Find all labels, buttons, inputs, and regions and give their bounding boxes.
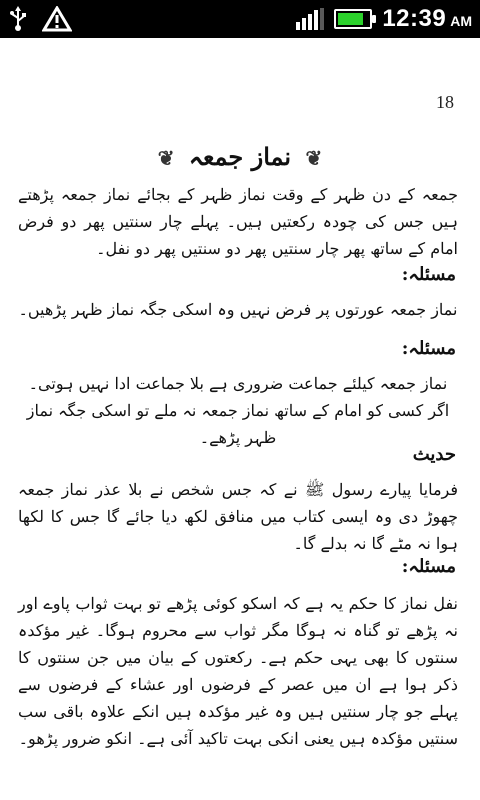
- paragraph-1: جمعہ کے دن ظہر کے وقت نماز ظہر کے بجائے نماز جمعہ پڑھتے ہیں جس کی چودہ رکعتیں ہیں۔ پہلے چار سنتیں پھر دو فرض امام کے ساتھ پھر چار سنتیں پھر دو سنتیں پھر دو نفل۔: [18, 185, 458, 258]
- heading-masala-2: مسئلہ:: [401, 338, 456, 359]
- paragraph-5: نفل نماز کا حکم یہ ہے کہ اسکو کوئی پڑھے تو بہت ثواب پاوے اور نہ پڑھے تو گناہ نہ ہوگا مگر ثواب سے محروم ہوگا۔ غیر مؤکدہ سنتوں کا بھی یہی حکم ہے۔ رکعتوں کے بیان میں جن سنتوں کا ذکر ہوا ہے ان میں عصر کے فرضوں اور عشاء کے فرضوں سے پہلے جو چار سنتیں ہیں وہ غیر مؤکدہ ہیں انکے علاوہ باقی سب سنتیں مؤکدہ ہیں یعنی انکی بہت تاکید آئی ہے۔ انکو ضرور پڑھو۔: [18, 594, 458, 748]
- paragraph-3: نماز جمعہ کیلئے جماعت ضروری ہے بلا جماعت ادا نہیں ہوتی۔ اگر کسی کو امام کے ساتھ نماز جمعہ نہ ملے تو اسکی جگہ نماز ظہر پڑھے۔: [26, 374, 450, 447]
- page-number: 18: [436, 92, 454, 112]
- warning-icon: [42, 6, 72, 36]
- heading-masala-1: مسئلہ:: [401, 264, 456, 285]
- paragraph-2: نماز جمعہ عورتوں پر فرض نہیں وہ اسکی جگہ نماز ظہر پڑھیں۔: [18, 300, 458, 319]
- ornament-icon: ❦: [157, 146, 175, 170]
- status-bar: [0, 0, 480, 38]
- paragraph-4: فرمایا پیارے رسول ﷺ نے کہ جس شخص نے بلا عذر نماز جمعہ چھوڑ دی وہ ایسی کتاب میں منافق لکھ دیا جائے گا جس کا لکھا ہوا نہ مٹے گا نہ بدلے گا۔: [18, 480, 458, 553]
- signal-icon: [296, 8, 324, 30]
- heading-hadith: حدیث: [412, 444, 456, 465]
- usb-icon: [8, 6, 28, 36]
- document-page[interactable]: [0, 38, 480, 800]
- clock-ampm: AM: [450, 13, 472, 29]
- ornament-icon: ❦: [305, 146, 323, 170]
- clock-time: 12:39: [382, 5, 447, 32]
- battery-icon: [334, 9, 372, 29]
- page-title: [0, 142, 480, 171]
- page-title-text: نماز جمعہ: [188, 142, 292, 171]
- heading-masala-3: مسئلہ:: [401, 556, 456, 577]
